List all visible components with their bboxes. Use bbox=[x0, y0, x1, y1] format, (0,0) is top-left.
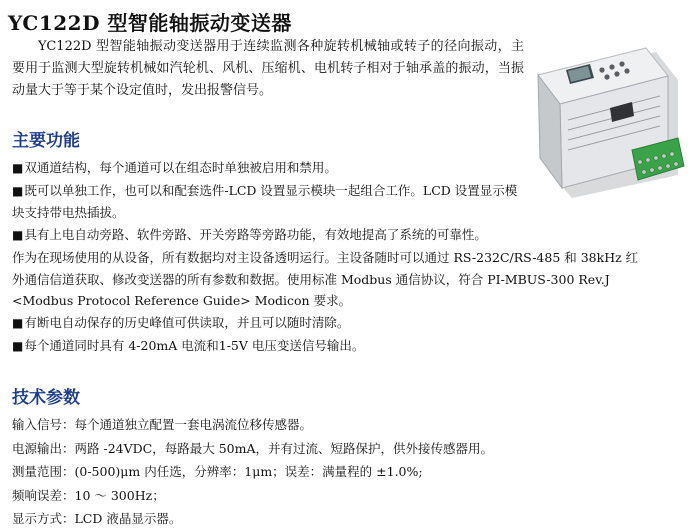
button-icon bbox=[614, 71, 619, 76]
bullet-icon: ■ bbox=[12, 161, 24, 175]
bullet-icon: ■ bbox=[12, 228, 24, 243]
intro-text: YC122D 型智能轴振动变送器用于连续监测各种旋转机械轴或转子的径向振动，主要用于监测大型旋转机械如汽轮机、风机、压缩机、电机转子相对于轴承盖的振动，当振动量大于等于某个设定值时，发出报警信号。 bbox=[12, 39, 524, 98]
feature-item bbox=[12, 180, 524, 224]
spec-line: 频响误差：10 ～ 300Hz； bbox=[12, 487, 165, 503]
button-icon bbox=[624, 68, 629, 73]
button-icon bbox=[604, 74, 609, 79]
specs-list bbox=[12, 413, 672, 531]
spec-line: 电源输出：两路 -24VDC，每路最大 50mA，并有过流、短路保护，供外接传感器用。 bbox=[12, 440, 493, 456]
feature-text: 双通道结构，每个通道可以在组态时单独被启用和禁用。 bbox=[24, 160, 337, 175]
features-list bbox=[12, 157, 639, 357]
feature-text: 有断电自动保存的历史峰值可供读取，并且可以随时清除。 bbox=[24, 314, 350, 330]
button-icon bbox=[619, 61, 624, 66]
button-icon bbox=[609, 64, 614, 69]
spec-line: 显示方式：LCD 液晶显示器。 bbox=[12, 511, 182, 526]
feature-text: 既可以单独工作，也可以和配套选件-LCD 设置显示模块一起组合工作。LCD 设置显示模块支持带电热插拔。 bbox=[12, 182, 518, 221]
feature-item bbox=[12, 335, 524, 358]
bullet-icon: ■ bbox=[12, 183, 24, 198]
feature-text: 每个通道同时具有 4-20mA 电流和1-5V 电压变送信号输出。 bbox=[24, 337, 365, 353]
feature-paragraph-line: 作为在现场使用的从设备，所有数据均对主设备透明运行。主设备随时可以通过 RS-232C/RS-485 和 38kHz 红 bbox=[12, 249, 639, 265]
button-icon bbox=[599, 67, 604, 72]
bullet-icon: ■ bbox=[12, 315, 24, 330]
feature-text: 具有上电自动旁路、软件旁路、开关旁路等旁路功能，有效地提高了系统的可靠性。 bbox=[24, 227, 487, 243]
section-heading-functions: 主要功能 bbox=[12, 131, 80, 151]
bullet-icon: ■ bbox=[12, 338, 24, 353]
feature-item bbox=[12, 224, 524, 247]
feature-paragraph-line: <Modbus Protocol Reference Guide> Modicon 要求。 bbox=[12, 293, 352, 309]
page-title: YC122D 型智能轴振动变送器 bbox=[8, 11, 292, 35]
feature-paragraph-line: 外通信信道获取、修改变送器的所有参数和数据。使用标准 Modbus 通信协议，符合 PI-MBUS-300 Rev.J bbox=[12, 271, 610, 287]
spec-line: 测量范围：(0-500)μm 内任选，分辨率：1μm；误差：满量程的 ±1.0%; bbox=[12, 464, 423, 479]
spec-line: 输入信号：每个通道独立配置一套电涡流位移传感器。 bbox=[12, 417, 313, 432]
device-photo bbox=[528, 40, 693, 200]
feature-item bbox=[12, 157, 524, 180]
feature-item bbox=[12, 312, 524, 335]
section-heading-specs: 技术参数 bbox=[12, 388, 80, 408]
intro-paragraph bbox=[12, 36, 524, 102]
